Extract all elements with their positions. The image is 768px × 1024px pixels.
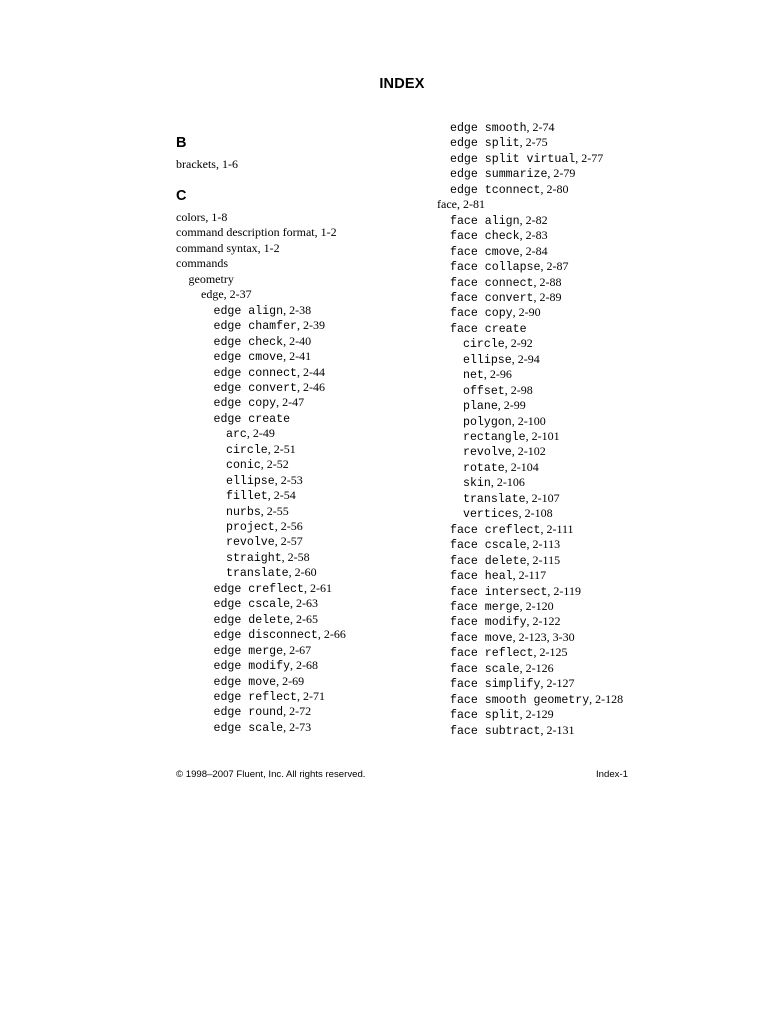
index-entry: face copy, 2-90	[450, 305, 541, 321]
index-entry: net, 2-96	[463, 367, 512, 383]
index-term: face heal	[450, 570, 513, 584]
index-term: geometry	[188, 271, 234, 286]
index-entry: face cmove, 2-84	[450, 243, 548, 259]
index-page-ref: 2-58	[287, 549, 310, 564]
index-term: offset	[463, 384, 505, 398]
index-page-ref: 2-90	[518, 305, 541, 320]
index-page-ref: 2-39	[303, 318, 325, 333]
index-page-ref: 2-104	[510, 459, 539, 474]
index-entry: face convert, 2-89	[450, 289, 562, 305]
index-term: edge disconnect	[213, 629, 318, 643]
index-term: face split	[450, 709, 520, 723]
index-term: circle	[226, 443, 268, 457]
index-entry: edge cmove, 2-41	[213, 349, 312, 365]
index-entry: face delete, 2-115	[450, 552, 561, 568]
index-entry: fillet, 2-54	[226, 488, 296, 504]
index-entry: edge split, 2-75	[450, 135, 548, 151]
index-term: edge chamfer	[213, 320, 297, 334]
index-page-ref: 2-46	[303, 379, 325, 394]
index-term: face copy	[450, 307, 513, 321]
index-term: face intersect	[450, 585, 548, 599]
index-term: edge creflect	[213, 582, 304, 596]
index-entry: face modify, 2-122	[450, 614, 561, 630]
index-page-ref: 2-111	[546, 521, 574, 536]
index-term: face align	[450, 214, 520, 228]
index-term: nurbs	[226, 505, 261, 519]
index-term: plane	[463, 400, 498, 414]
index-term: edge reflect	[213, 690, 297, 704]
index-entry: edge delete, 2-65	[213, 611, 319, 627]
index-page-ref: 1-2	[320, 225, 337, 240]
index-page-ref: 2-129	[525, 707, 554, 722]
index-term: face collapse	[450, 261, 541, 275]
index-entry: edge modify, 2-68	[213, 658, 319, 674]
index-page-ref: 2-66	[323, 627, 346, 642]
index-page-ref: 2-122	[532, 614, 561, 629]
index-entry: edge, 2-37	[201, 287, 252, 302]
index-page-ref: 2-49	[252, 426, 275, 441]
index-term: edge split	[450, 137, 520, 151]
index-entry: face move, 2-123, 3-30	[450, 629, 575, 645]
index-page-ref: 2-100	[517, 413, 546, 428]
index-page-ref: 2-80	[546, 181, 569, 196]
index-entry: face reflect, 2-125	[450, 645, 568, 661]
index-page-ref: 2-51	[273, 441, 296, 456]
index-entry: nurbs, 2-55	[226, 503, 289, 519]
index-page-ref: 2-92	[510, 336, 533, 351]
index-term: edge delete	[213, 613, 291, 627]
index-entry: edge creflect, 2-61	[213, 580, 332, 596]
index-page-ref: 2-55	[266, 503, 289, 518]
index-term: edge cscale	[213, 598, 291, 612]
index-entry: face check, 2-83	[450, 228, 548, 244]
index-entry: face collapse, 2-87	[450, 259, 569, 275]
index-page-ref: 2-125	[539, 645, 568, 660]
index-term: face smooth geometry	[450, 693, 590, 707]
index-term: edge align	[213, 304, 284, 318]
index-entry: edge split virtual, 2-77	[450, 150, 604, 166]
index-term: arc	[226, 428, 247, 442]
index-page-ref: 2-96	[489, 367, 512, 382]
index-entry: translate, 2-60	[226, 565, 317, 581]
index-page-ref: 2-117	[518, 568, 547, 583]
index-term: circle	[463, 338, 505, 352]
index-entry: colors, 1-8	[176, 210, 228, 224]
index-term: face simplify	[450, 678, 541, 692]
index-entry: edge summarize, 2-79	[450, 166, 576, 182]
index-page-ref: 2-74	[532, 120, 555, 134]
index-term: commands	[176, 256, 228, 271]
index-page-ref: 2-126	[525, 660, 554, 675]
index-entry: face, 2-81	[437, 197, 485, 212]
index-page-ref: 2-119	[553, 583, 581, 598]
index-page-ref: 2-94	[517, 351, 540, 366]
index-entry: edge copy, 2-47	[213, 395, 305, 411]
index-page-ref: 1-6	[221, 157, 238, 171]
index-entry: offset, 2-98	[463, 382, 533, 398]
index-page-ref: 2-73	[289, 719, 312, 734]
index-entry: plane, 2-99	[463, 398, 526, 414]
index-page-ref: 2-88	[539, 274, 562, 289]
index-entry: vertices, 2-108	[463, 506, 553, 522]
index-page-ref: 2-69	[282, 673, 305, 688]
index-entry: straight, 2-58	[226, 549, 310, 565]
index-page-ref: 2-47	[282, 395, 305, 410]
index-term: edge modify	[213, 660, 291, 674]
index-page-ref: 2-60	[294, 565, 317, 580]
index-page-ref: 2-101	[531, 429, 560, 443]
index-entry: face scale, 2-126	[450, 660, 554, 676]
index-entry: face creflect, 2-111	[450, 521, 574, 537]
page-title: INDEX	[379, 76, 425, 92]
index-entry: face merge, 2-120	[450, 598, 554, 614]
index-term: face move	[450, 631, 513, 645]
index-term: edge connect	[213, 366, 297, 380]
index-term: command syntax	[176, 240, 258, 255]
index-page-ref: 2-40	[289, 333, 312, 348]
index-entry	[176, 256, 228, 271]
index-term: edge convert	[213, 381, 297, 395]
index-page-ref: 2-61	[309, 580, 332, 595]
index-page-ref: 2-67	[289, 642, 312, 657]
index-entry: edge cscale, 2-63	[213, 596, 319, 612]
index-term: face merge	[450, 600, 520, 614]
index-term: brackets	[176, 157, 216, 171]
index-term: edge merge	[213, 644, 284, 658]
index-page-ref: 2-82	[525, 212, 548, 227]
index-term: face delete	[450, 554, 527, 568]
index-term: fillet	[226, 490, 268, 504]
index-page-ref: 2-57	[280, 534, 303, 549]
index-page-ref: 2-44	[303, 364, 325, 379]
index-page-ref: 2-52	[266, 457, 289, 472]
index-page-ref: 2-38	[289, 302, 312, 317]
index-page-ref: 2-127	[546, 676, 575, 691]
index-page-ref: 2-54	[273, 488, 296, 503]
index-page-ref: 2-99	[503, 398, 526, 413]
index-entry: edge merge, 2-67	[213, 642, 312, 658]
index-term: face scale	[450, 662, 520, 676]
index-entry: command syntax, 1-2	[176, 240, 280, 255]
index-entry: command description format, 1-2	[176, 225, 337, 240]
index-entry: edge smooth, 2-74	[450, 120, 555, 135]
footer-copyright: © 1998–2007 Fluent, Inc. All rights reserved.	[176, 769, 366, 780]
index-page-ref: 2-68	[296, 658, 319, 673]
index-page-ref: 2-128	[595, 691, 624, 706]
index-term: translate	[226, 567, 289, 581]
index-page-ref: 2-115	[532, 552, 561, 567]
index-term: face modify	[450, 616, 527, 630]
index-page-ref: 2-53	[280, 472, 303, 487]
index-page-ref: 2-87	[546, 259, 569, 274]
index-term: edge	[201, 287, 224, 302]
index-page-ref: 2-37	[229, 287, 252, 302]
index-page-ref: 2-108	[524, 506, 553, 521]
index-term: polygon	[463, 415, 512, 429]
index-entry: circle, 2-92	[463, 336, 533, 352]
index-entry: ellipse, 2-53	[226, 472, 303, 488]
index-term: edge split virtual	[450, 152, 576, 166]
index-term: edge scale	[213, 721, 284, 735]
index-term: face create	[450, 322, 527, 336]
index-entry	[450, 321, 527, 337]
index-term: revolve	[463, 446, 512, 460]
index-term: rotate	[463, 461, 505, 475]
index-term: edge tconnect	[450, 183, 541, 197]
index-entry: rectangle, 2-101	[463, 429, 560, 444]
index-entry: polygon, 2-100	[463, 413, 546, 429]
index-term: edge copy	[213, 397, 277, 411]
index-entry: face intersect, 2-119	[450, 583, 581, 599]
index-page-ref: 2-77	[581, 150, 604, 165]
index-entry: face subtract, 2-131	[450, 722, 575, 738]
footer-page-number: Index-1	[596, 769, 628, 780]
index-page-ref: 2-79	[553, 166, 576, 181]
index-entry: face simplify, 2-127	[450, 676, 575, 692]
index-term: edge move	[213, 675, 277, 689]
index-entry: edge move, 2-69	[213, 673, 305, 689]
index-entry: edge convert, 2-46	[213, 379, 325, 395]
index-page-ref: 2-131	[546, 722, 575, 737]
index-page-ref: 2-120	[525, 598, 554, 613]
index-page-ref: 2-102	[517, 444, 546, 459]
index-entry: face connect, 2-88	[450, 274, 562, 290]
index-term: skin	[463, 477, 491, 491]
index-term: rectangle	[463, 431, 526, 444]
index-page-ref: 1-2	[263, 240, 280, 255]
index-entry: revolve, 2-57	[226, 534, 303, 550]
index-term: net	[463, 369, 484, 383]
index-term: vertices	[463, 508, 519, 522]
index-term: face subtract	[450, 724, 541, 738]
index-entry: project, 2-56	[226, 519, 303, 534]
index-term: revolve	[226, 536, 275, 550]
index-entry: rotate, 2-104	[463, 459, 539, 475]
index-page-ref: 2-71	[303, 688, 325, 703]
index-page-ref: 2-75	[525, 135, 548, 150]
index-term: edge cmove	[213, 351, 284, 365]
index-entry: translate, 2-107	[463, 490, 560, 506]
index-term: project	[226, 521, 275, 534]
index-entry: face align, 2-82	[450, 212, 548, 228]
section-heading-b: B	[176, 135, 187, 151]
index-entry: edge check, 2-40	[213, 333, 312, 349]
index-term: edge summarize	[450, 168, 548, 182]
index-entry: circle, 2-51	[226, 441, 296, 457]
index-term: face cmove	[450, 245, 520, 259]
index-entry: edge align, 2-38	[213, 302, 312, 318]
index-entry: edge chamfer, 2-39	[213, 318, 325, 334]
index-page-ref: 1-8	[211, 210, 228, 224]
index-term: edge smooth	[450, 122, 527, 135]
index-term: face	[437, 197, 457, 212]
index-entry: edge reflect, 2-71	[213, 688, 325, 704]
index-term: face convert	[450, 291, 534, 305]
index-term: conic	[226, 459, 261, 473]
index-page-ref: 2-65	[296, 611, 319, 626]
index-entry: ellipse, 2-94	[463, 351, 540, 367]
index-entry: arc, 2-49	[226, 426, 275, 442]
index-entry: face cscale, 2-113	[450, 537, 561, 553]
index-entry: skin, 2-106	[463, 475, 525, 491]
index-term: face check	[450, 230, 520, 244]
index-term: face connect	[450, 276, 534, 290]
index-page-ref: 2-41	[289, 349, 312, 364]
index-page-ref: 2-63	[296, 596, 319, 611]
index-page-ref: 2-106	[496, 475, 525, 490]
index-entry: edge connect, 2-44	[213, 364, 325, 380]
index-entry: edge disconnect, 2-66	[213, 627, 346, 643]
index-entry: edge scale, 2-73	[213, 719, 312, 735]
index-page-ref: 2-107	[531, 490, 560, 505]
index-page-ref: 2-98	[510, 382, 533, 397]
index-page-ref: 2-81	[462, 197, 485, 212]
index-term: face creflect	[450, 523, 541, 537]
index-term: command description format	[176, 225, 315, 240]
index-entry: conic, 2-52	[226, 457, 289, 473]
index-page-ref: 2-72	[289, 704, 312, 719]
index-entry: revolve, 2-102	[463, 444, 546, 460]
index-entry: edge round, 2-72	[213, 704, 312, 720]
index-term: face cscale	[450, 539, 527, 553]
index-term: straight	[226, 551, 282, 565]
index-term: translate	[463, 492, 526, 506]
index-term: colors	[176, 210, 206, 224]
index-entry	[189, 272, 234, 287]
index-term: edge create	[213, 412, 291, 426]
index-page-ref: 2-123, 3-30	[518, 629, 575, 644]
index-entry: face heal, 2-117	[450, 568, 547, 584]
index-entry: edge tconnect, 2-80	[450, 181, 569, 197]
index-entry: face split, 2-129	[450, 707, 554, 723]
index-entry: face smooth geometry, 2-128	[450, 691, 624, 707]
index-page-ref: 2-56	[280, 519, 303, 533]
index-page-ref: 2-83	[525, 228, 548, 243]
index-term: ellipse	[463, 353, 512, 367]
section-heading-c: C	[176, 188, 187, 204]
index-entry: brackets, 1-6	[176, 157, 238, 171]
index-term: edge check	[213, 335, 284, 349]
index-term: edge round	[213, 706, 284, 720]
index-entry	[214, 411, 291, 427]
index-page-ref: 2-89	[539, 289, 562, 304]
index-page-ref: 2-84	[525, 243, 548, 258]
index-term: ellipse	[226, 474, 275, 488]
index-term: face reflect	[450, 647, 534, 661]
index-page-ref: 2-113	[532, 537, 561, 552]
